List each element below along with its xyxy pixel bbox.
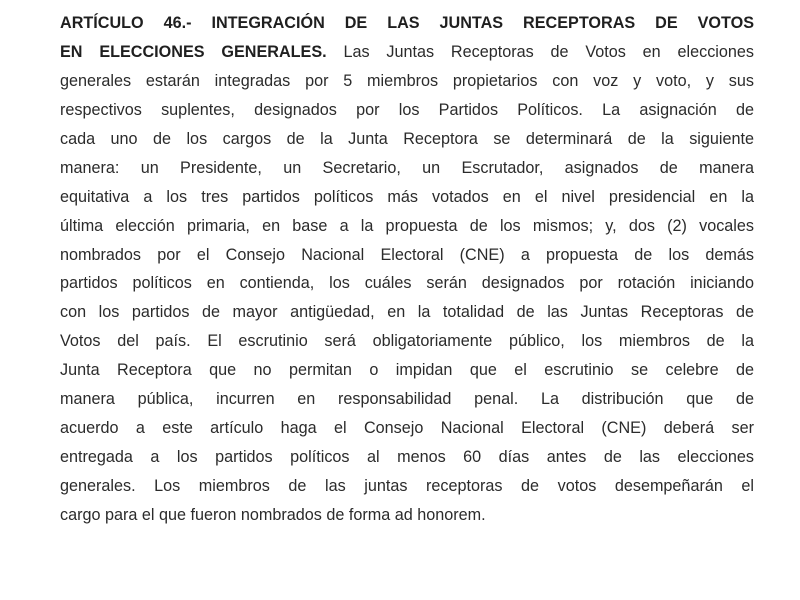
body-line: respectivos suplentes, designados por los Partidos Políticos. La asignación de [60, 100, 754, 119]
body-line: entregada a los partidos políticos al menos 60 días antes de las elecciones [60, 448, 754, 467]
body-line: partidos políticos en contienda, los cuáles serán designados por rotación iniciando [60, 274, 754, 293]
body-line: generales estarán integradas por 5 miembros propietarios con voz y voto, y sus [60, 71, 754, 90]
body-line: nombrados por el Consejo Nacional Electoral (CNE) a propuesta de los demás [60, 245, 754, 264]
body-line: equitativa a los tres partidos políticos más votados en el nivel presidencial en la [60, 187, 754, 206]
body-line: acuerdo a este artículo haga el Consejo Nacional Electoral (CNE) deberá ser [60, 419, 754, 438]
article-heading-cont: EN ELECCIONES GENERALES. [60, 42, 327, 61]
article-46-document [60, 9, 754, 530]
body-line-last: cargo para el que fueron nombrados de forma ad honorem. [60, 505, 486, 524]
body-line: manera: un Presidente, un Secretario, un Escrutador, asignados de manera [60, 158, 754, 177]
body-text: Las Juntas Receptoras de Votos en elecciones [326, 42, 754, 61]
body-line: Votos del país. El escrutinio será obligatoriamente público, los miembros de la [60, 332, 754, 351]
heading-line-2 [60, 38, 754, 67]
heading-line-1 [60, 9, 754, 38]
body-line: manera pública, incurren en responsabilidad penal. La distribución que de [60, 390, 754, 409]
body-line: generales. Los miembros de las juntas receptoras de votos desempeñarán el [60, 477, 754, 495]
body-line: cada uno de los cargos de la Junta Receptora se determinará de la siguiente [60, 129, 754, 148]
body-line: con los partidos de mayor antigüedad, en la totalidad de las Juntas Receptoras de [60, 303, 754, 322]
article-heading: ARTÍCULO 46.- INTEGRACIÓN DE LAS JUNTAS RECEPTORAS DE VOTOS [60, 14, 754, 32]
body-line: Junta Receptora que no permitan o impidan que el escrutinio se celebre de [60, 361, 754, 380]
body-line: última elección primaria, en base a la propuesta de los mismos; y, dos (2) vocales [60, 216, 754, 235]
